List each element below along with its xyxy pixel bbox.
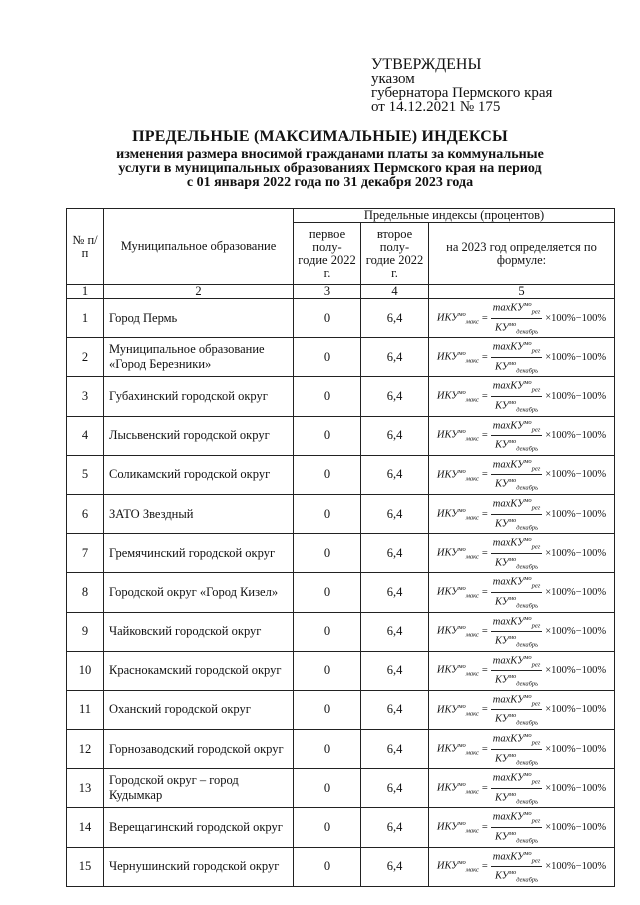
formula-lhs: $ИКУ^{мо}_{макс}$ [436, 781, 479, 796]
index-first-half: 0 [294, 416, 361, 455]
formula [433, 534, 610, 572]
colnum: 4 [361, 285, 429, 299]
index-second-half: 6,4 [361, 338, 429, 377]
formula-eq: = [481, 743, 488, 755]
formula-tail: ×100%−100% [545, 822, 607, 834]
formula-eq: = [481, 351, 488, 363]
municipality-name: Гремячинский городской округ [104, 534, 294, 573]
approval-line-approved: УТВЕРЖДЕНЫ [371, 56, 482, 73]
formula-eq: = [481, 469, 488, 481]
formula [433, 456, 610, 494]
formula-tail: ×100%−100% [545, 626, 607, 638]
formula-tail: ×100%−100% [545, 351, 607, 363]
formula [433, 417, 610, 455]
formula-numerator: maxКУ$^{мо}_{рег}$ [491, 769, 542, 789]
formula-fraction [491, 534, 542, 572]
index-first-half: 0 [294, 651, 361, 690]
row-number: 13 [67, 769, 104, 808]
municipality-name: Оханский городской округ [104, 690, 294, 729]
formula-numerator: maxКУ$^{мо}_{рег}$ [491, 495, 542, 515]
index-first-half: 0 [294, 377, 361, 416]
index-second-half: 6,4 [361, 534, 429, 573]
formula-tail: ×100%−100% [545, 312, 607, 324]
formula-fraction [491, 769, 542, 807]
formula-lhs: $ИКУ^{мо}_{макс}$ [436, 349, 479, 365]
header-municipality: Муниципальное образование [104, 209, 294, 285]
formula-fraction [491, 652, 542, 690]
header-first-half: первое полу- годие 2022 г. [294, 223, 361, 285]
formula-cell [429, 455, 615, 494]
row-number: 2 [67, 338, 104, 377]
municipality-name: Верещагинский городской округ [104, 808, 294, 847]
formula-fraction [491, 613, 542, 651]
formula-lhs: $ИКУ^{мо}_{макс}$ [436, 585, 479, 600]
header-2023: на 2023 год определяется по формуле: [429, 223, 615, 285]
table-row [67, 338, 615, 377]
header-group: Предельные индексы (процентов) [294, 209, 615, 223]
formula-lhs: $ИКУ^{мо}_{макс}$ [436, 428, 479, 443]
formula-tail: ×100%−100% [545, 430, 607, 442]
formula-lhs: $ИКУ^{мо}_{макс}$ [436, 702, 479, 718]
formula-numerator: maxКУ$^{мо}_{рег}$ [491, 730, 542, 750]
formula-fraction [491, 417, 542, 455]
formula-cell [429, 769, 615, 808]
municipality-name: Лысьвенский городской округ [104, 416, 294, 455]
formula-eq: = [481, 704, 488, 716]
formula-fraction [491, 495, 542, 533]
index-second-half: 6,4 [361, 573, 429, 612]
formula-numerator: maxКУ$^{мо}_{рег}$ [491, 808, 542, 828]
formula-cell [429, 299, 615, 338]
formula-numerator: maxКУ$^{мо}_{рег}$ [491, 299, 542, 319]
formula-denominator: $КУ^{мо}_{декабрь}$ [494, 830, 539, 845]
index-second-half: 6,4 [361, 416, 429, 455]
formula [433, 808, 610, 846]
row-number: 9 [67, 612, 104, 651]
formula-numerator: maxКУ$^{мо}_{рег}$ [491, 848, 542, 868]
index-second-half: 6,4 [361, 651, 429, 690]
formula-numerator: maxКУ$^{мо}_{рег}$ [491, 613, 542, 633]
formula-numerator: maxКУ$^{мо}_{рег}$ [491, 338, 542, 358]
formula-denominator: $КУ^{мо}_{декабрь}$ [494, 320, 539, 336]
colnum: 5 [429, 285, 615, 299]
index-first-half: 0 [294, 338, 361, 377]
formula-eq: = [481, 586, 488, 598]
table-row [67, 455, 615, 494]
table-row [67, 573, 615, 612]
formula-numerator: maxКУ$^{мо}_{рег}$ [491, 573, 542, 593]
row-number: 3 [67, 377, 104, 416]
index-second-half: 6,4 [361, 690, 429, 729]
index-first-half: 0 [294, 847, 361, 886]
formula-cell [429, 416, 615, 455]
formula-eq: = [481, 822, 488, 834]
header-second-half: второе полу- годие 2022 г. [361, 223, 429, 285]
index-second-half: 6,4 [361, 299, 429, 338]
table-row [67, 651, 615, 690]
index-first-half: 0 [294, 769, 361, 808]
formula-cell [429, 730, 615, 769]
index-second-half: 6,4 [361, 377, 429, 416]
municipality-name: Городской округ «Город Кизел» [104, 573, 294, 612]
formula-denominator: $КУ^{мо}_{декабрь}$ [494, 712, 539, 728]
formula-eq: = [481, 626, 488, 638]
index-second-half: 6,4 [361, 730, 429, 769]
index-first-half: 0 [294, 534, 361, 573]
header-num: № п/п [67, 209, 104, 285]
formula-tail: ×100%−100% [545, 469, 607, 481]
formula-tail: ×100%−100% [545, 861, 607, 873]
formula [433, 769, 610, 807]
table-body [67, 299, 615, 887]
formula-denominator: $КУ^{мо}_{декабрь}$ [494, 751, 539, 767]
formula-cell [429, 338, 615, 377]
formula-denominator: $КУ^{мо}_{декабрь}$ [494, 594, 539, 610]
colnum: 2 [104, 285, 294, 299]
municipality-name: Муниципальное образование «Город Березники» [104, 338, 294, 377]
formula-denominator: $КУ^{мо}_{декабрь}$ [494, 634, 539, 649]
formula-lhs: $ИКУ^{мо}_{макс}$ [436, 820, 479, 835]
table-row [67, 769, 615, 808]
row-number: 12 [67, 730, 104, 769]
formula [433, 613, 610, 651]
formula-cell [429, 534, 615, 573]
table-row [67, 730, 615, 769]
approval-line-governor: губернатора Пермского края [371, 85, 553, 101]
formula-lhs: $ИКУ^{мо}_{макс}$ [436, 506, 479, 522]
municipality-name: Соликамский городской округ [104, 455, 294, 494]
formula-denominator: $КУ^{мо}_{декабрь}$ [494, 673, 539, 688]
row-number: 5 [67, 455, 104, 494]
formula-cell [429, 847, 615, 886]
index-first-half: 0 [294, 612, 361, 651]
table-row [67, 534, 615, 573]
formula [433, 730, 610, 768]
formula-tail: ×100%−100% [545, 665, 607, 677]
formula [433, 377, 610, 415]
formula-fraction [491, 338, 542, 376]
formula-fraction [491, 730, 542, 768]
formula [433, 495, 610, 533]
row-number: 14 [67, 808, 104, 847]
formula-fraction [491, 848, 542, 886]
formula-cell [429, 651, 615, 690]
colnum: 3 [294, 285, 361, 299]
row-number: 10 [67, 651, 104, 690]
formula-fraction [491, 573, 542, 611]
approval-line-date: от 14.12.2021 № 175 [371, 99, 501, 115]
formula-numerator: maxКУ$^{мо}_{рег}$ [491, 534, 542, 554]
municipality-name: ЗАТО Звездный [104, 494, 294, 533]
subtitle-line: услуги в муниципальных образованиях Пермского края на период [118, 161, 542, 176]
formula-tail: ×100%−100% [545, 782, 607, 794]
formula-eq: = [481, 782, 488, 794]
table-row [67, 377, 615, 416]
formula-lhs: $ИКУ^{мо}_{макс}$ [436, 545, 479, 561]
municipality-name: Чайковский городской округ [104, 612, 294, 651]
formula-tail: ×100%−100% [545, 390, 607, 402]
formula-denominator: $КУ^{мо}_{декабрь}$ [494, 869, 539, 884]
formula-eq: = [481, 430, 488, 442]
formula-lhs: $ИКУ^{мо}_{макс}$ [436, 467, 479, 483]
approval-block [371, 58, 552, 114]
formula-fraction [491, 299, 542, 337]
table-row [67, 690, 615, 729]
formula-eq: = [481, 665, 488, 677]
formula [433, 338, 610, 376]
colnum: 1 [67, 285, 104, 299]
formula-numerator: maxКУ$^{мо}_{рег}$ [491, 691, 542, 711]
formula-denominator: $КУ^{мо}_{декабрь}$ [494, 790, 539, 806]
index-first-half: 0 [294, 494, 361, 533]
table-row [67, 299, 615, 338]
formula-denominator: $КУ^{мо}_{декабрь}$ [494, 516, 539, 532]
index-first-half: 0 [294, 299, 361, 338]
index-second-half: 6,4 [361, 808, 429, 847]
formula-denominator: $КУ^{мо}_{декабрь}$ [494, 477, 539, 492]
formula-lhs: $ИКУ^{мо}_{макс}$ [436, 663, 479, 679]
table-row [67, 612, 615, 651]
index-second-half: 6,4 [361, 455, 429, 494]
municipality-name: Горнозаводский городской округ [104, 730, 294, 769]
formula-fraction [491, 808, 542, 846]
approval-line-decree: указом [371, 71, 415, 87]
formula-eq: = [481, 861, 488, 873]
table-row [67, 494, 615, 533]
formula-lhs: $ИКУ^{мо}_{макс}$ [436, 859, 479, 875]
formula-cell [429, 808, 615, 847]
table-row [67, 416, 615, 455]
formula-lhs: $ИКУ^{мо}_{макс}$ [436, 741, 479, 757]
index-second-half: 6,4 [361, 612, 429, 651]
formula-tail: ×100%−100% [545, 547, 607, 559]
document-subtitle [60, 148, 600, 190]
row-number: 1 [67, 299, 104, 338]
municipality-name: Чернушинский городской округ [104, 847, 294, 886]
formula-denominator: $КУ^{мо}_{декабрь}$ [494, 555, 539, 571]
formula-tail: ×100%−100% [545, 586, 607, 598]
formula-fraction [491, 456, 542, 494]
municipality-name: Губахинский городской округ [104, 377, 294, 416]
formula [433, 848, 610, 886]
formula-eq: = [481, 547, 488, 559]
index-first-half: 0 [294, 730, 361, 769]
formula-numerator: maxКУ$^{мо}_{рег}$ [491, 377, 542, 397]
formula-denominator: $КУ^{мо}_{декабрь}$ [494, 398, 539, 414]
municipality-name: Краснокамский городской округ [104, 651, 294, 690]
formula-lhs: $ИКУ^{мо}_{макс}$ [436, 624, 479, 639]
formula-fraction [491, 691, 542, 729]
index-second-half: 6,4 [361, 769, 429, 808]
formula-numerator: maxКУ$^{мо}_{рег}$ [491, 417, 542, 437]
row-number: 4 [67, 416, 104, 455]
formula-denominator: $КУ^{мо}_{декабрь}$ [494, 359, 539, 375]
document-title: ПРЕДЕЛЬНЫЕ (МАКСИМАЛЬНЫЕ) ИНДЕКСЫ [132, 128, 508, 145]
formula [433, 573, 610, 611]
index-first-half: 0 [294, 573, 361, 612]
indices-table [66, 208, 615, 887]
formula-fraction [491, 377, 542, 415]
row-number: 8 [67, 573, 104, 612]
formula-lhs: $ИКУ^{мо}_{макс}$ [436, 389, 479, 404]
formula-tail: ×100%−100% [545, 508, 607, 520]
formula-eq: = [481, 312, 488, 324]
formula-cell [429, 612, 615, 651]
formula [433, 652, 610, 690]
index-first-half: 0 [294, 455, 361, 494]
formula-tail: ×100%−100% [545, 743, 607, 755]
formula-cell [429, 494, 615, 533]
index-second-half: 6,4 [361, 847, 429, 886]
row-number: 6 [67, 494, 104, 533]
subtitle-line: с 01 января 2022 года по 31 декабря 2023 года [186, 175, 474, 190]
formula-numerator: maxКУ$^{мо}_{рег}$ [491, 652, 542, 672]
formula-eq: = [481, 508, 488, 520]
formula-denominator: $КУ^{мо}_{декабрь}$ [494, 438, 539, 453]
formula [433, 691, 610, 729]
index-first-half: 0 [294, 690, 361, 729]
formula-cell [429, 690, 615, 729]
subtitle-line: изменения размера вносимой гражданами платы за коммунальные [116, 147, 544, 162]
municipality-name: Город Пермь [104, 299, 294, 338]
municipality-name: Городской округ – город Кудымкар [104, 769, 294, 808]
formula-lhs: $ИКУ^{мо}_{макс}$ [436, 310, 479, 326]
formula-tail: ×100%−100% [545, 704, 607, 716]
index-second-half: 6,4 [361, 494, 429, 533]
index-first-half: 0 [294, 808, 361, 847]
formula-cell [429, 377, 615, 416]
formula-numerator: maxКУ$^{мо}_{рег}$ [491, 456, 542, 476]
formula-eq: = [481, 390, 488, 402]
row-number: 7 [67, 534, 104, 573]
row-number: 15 [67, 847, 104, 886]
formula [433, 299, 610, 337]
formula-cell [429, 573, 615, 612]
table-row [67, 808, 615, 847]
table-row [67, 847, 615, 886]
row-number: 11 [67, 690, 104, 729]
